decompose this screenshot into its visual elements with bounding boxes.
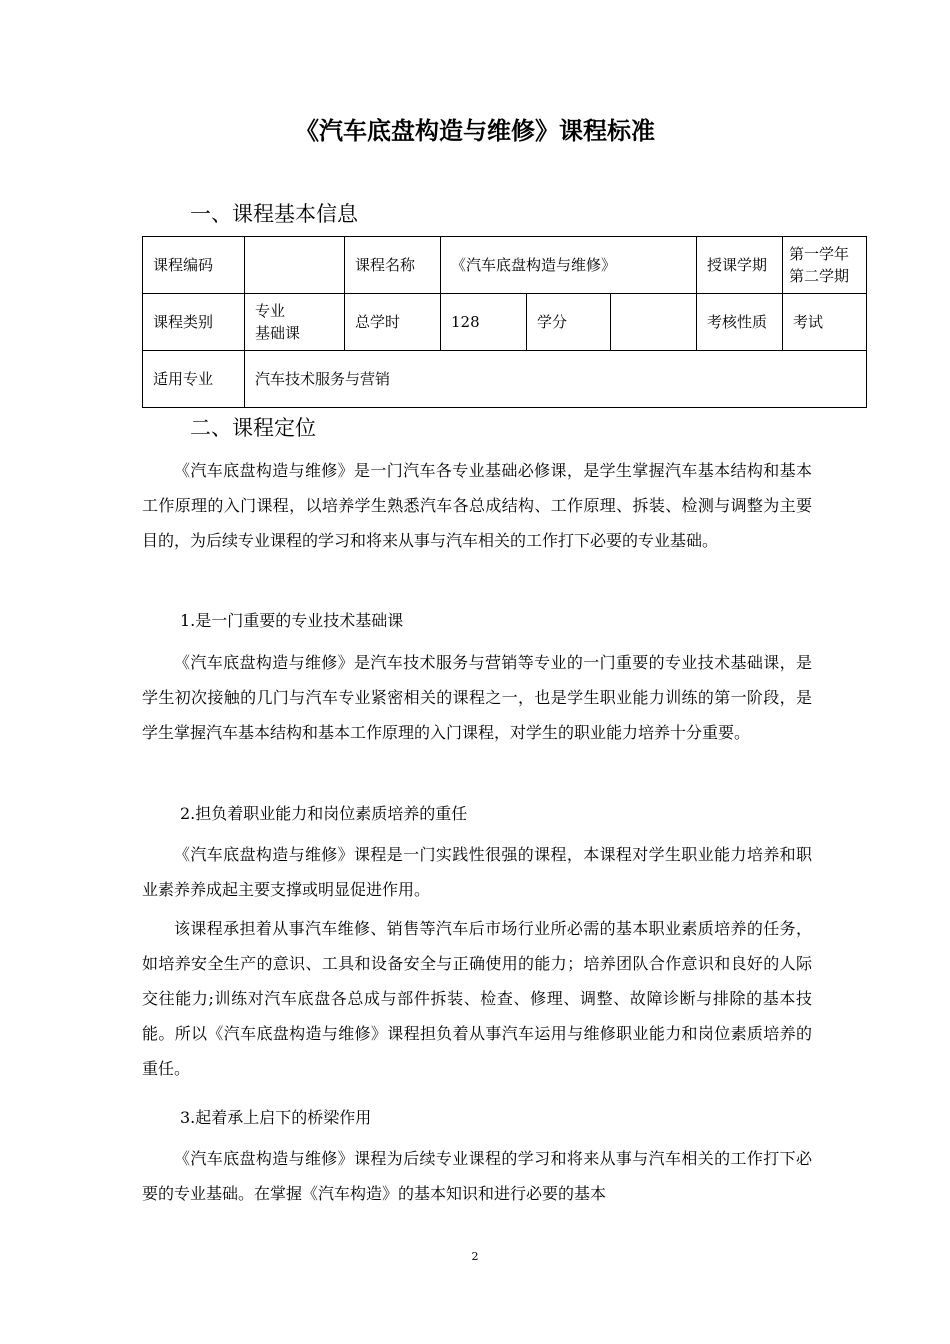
paragraph: 《汽车底盘构造与维修》课程为后续专业课程的学习和将来从事与汽车相关的工作打下必要的专业基础。在掌握《汽车构造》的基本知识和进行必要的基本 (142, 1149, 812, 1203)
category-value (245, 294, 345, 351)
major-value: 汽车技术服务与营销 (245, 351, 867, 408)
credit-label: 学分 (527, 294, 611, 351)
subheading-3: 3.起着承上启下的桥梁作用 (180, 1108, 372, 1127)
course-code-label: 课程编码 (143, 237, 245, 294)
document-title: 《汽车底盘构造与维修》课程标准 (295, 117, 655, 145)
hours-label: 总学时 (345, 294, 441, 351)
hours-value: 128 (441, 294, 527, 351)
paragraph: 该课程承担着从事汽车维修、销售等汽车后市场行业所必需的基本职业素质培养的任务，如培养安全生产的意识、工具和设备安全与正确使用的能力；培养团队合作意识和良好的人际交往能力;训练对汽车底盘各总成与部件拆装、检查、修理、调整、故障诊断与排除的基本技能。所以《汽车底盘构造与维修》课程担负着从事汽车运用与维修职业能力和岗位素质培养的重任。 (142, 919, 812, 1078)
major-label: 适用专业 (143, 351, 245, 408)
section-heading-basic-info: 一、课程基本信息 (190, 202, 358, 226)
subheading-1: 1.是一门重要的专业技术基础课 (180, 611, 404, 630)
table-row (143, 237, 867, 294)
category-value-line1: 专业 (255, 302, 286, 320)
paragraph: 《汽车底盘构造与维修》课程是一门实践性很强的课程，本课程对学生职业能力培养和职业素养养成起主要支撑或明显促进作用。 (142, 845, 812, 899)
course-info-table (142, 236, 867, 408)
course-name-label: 课程名称 (345, 237, 441, 294)
course-name-value: 《汽车底盘构造与维修》 (441, 237, 697, 294)
category-label: 课程类别 (143, 294, 245, 351)
credit-value (611, 294, 697, 351)
subheading-2: 2.担负着职业能力和岗位素质培养的重任 (180, 804, 468, 823)
page-number: 2 (471, 1250, 479, 1263)
assessment-value: 考试 (783, 294, 867, 351)
paragraph: 《汽车底盘构造与维修》是汽车技术服务与营销等专业的一门重要的专业技术基础课，是学生初次接触的几门与汽车专业紧密相关的课程之一，也是学生职业能力训练的第一阶段，是学生掌握汽车基本结构和基本工作原理的入门课程，对学生的职业能力培养十分重要。 (142, 653, 812, 742)
course-code-value (245, 237, 345, 294)
section-heading-positioning: 二、课程定位 (190, 416, 316, 440)
term-value-year: 第一学年 (789, 245, 850, 263)
category-value-line2: 基础课 (255, 324, 301, 342)
table-row (143, 294, 867, 351)
term-value-semester: 第二学期 (789, 267, 850, 285)
assessment-label: 考核性质 (697, 294, 783, 351)
table-row (143, 351, 867, 408)
term-value (783, 237, 867, 294)
term-label: 授课学期 (697, 237, 783, 294)
paragraph: 《汽车底盘构造与维修》是一门汽车各专业基础必修课，是学生掌握汽车基本结构和基本工作原理的入门课程，以培养学生熟悉汽车各总成结构、工作原理、拆装、检测与调整为主要目的，为后续专业课程的学习和将来从事与汽车相关的工作打下必要的专业基础。 (142, 461, 812, 550)
